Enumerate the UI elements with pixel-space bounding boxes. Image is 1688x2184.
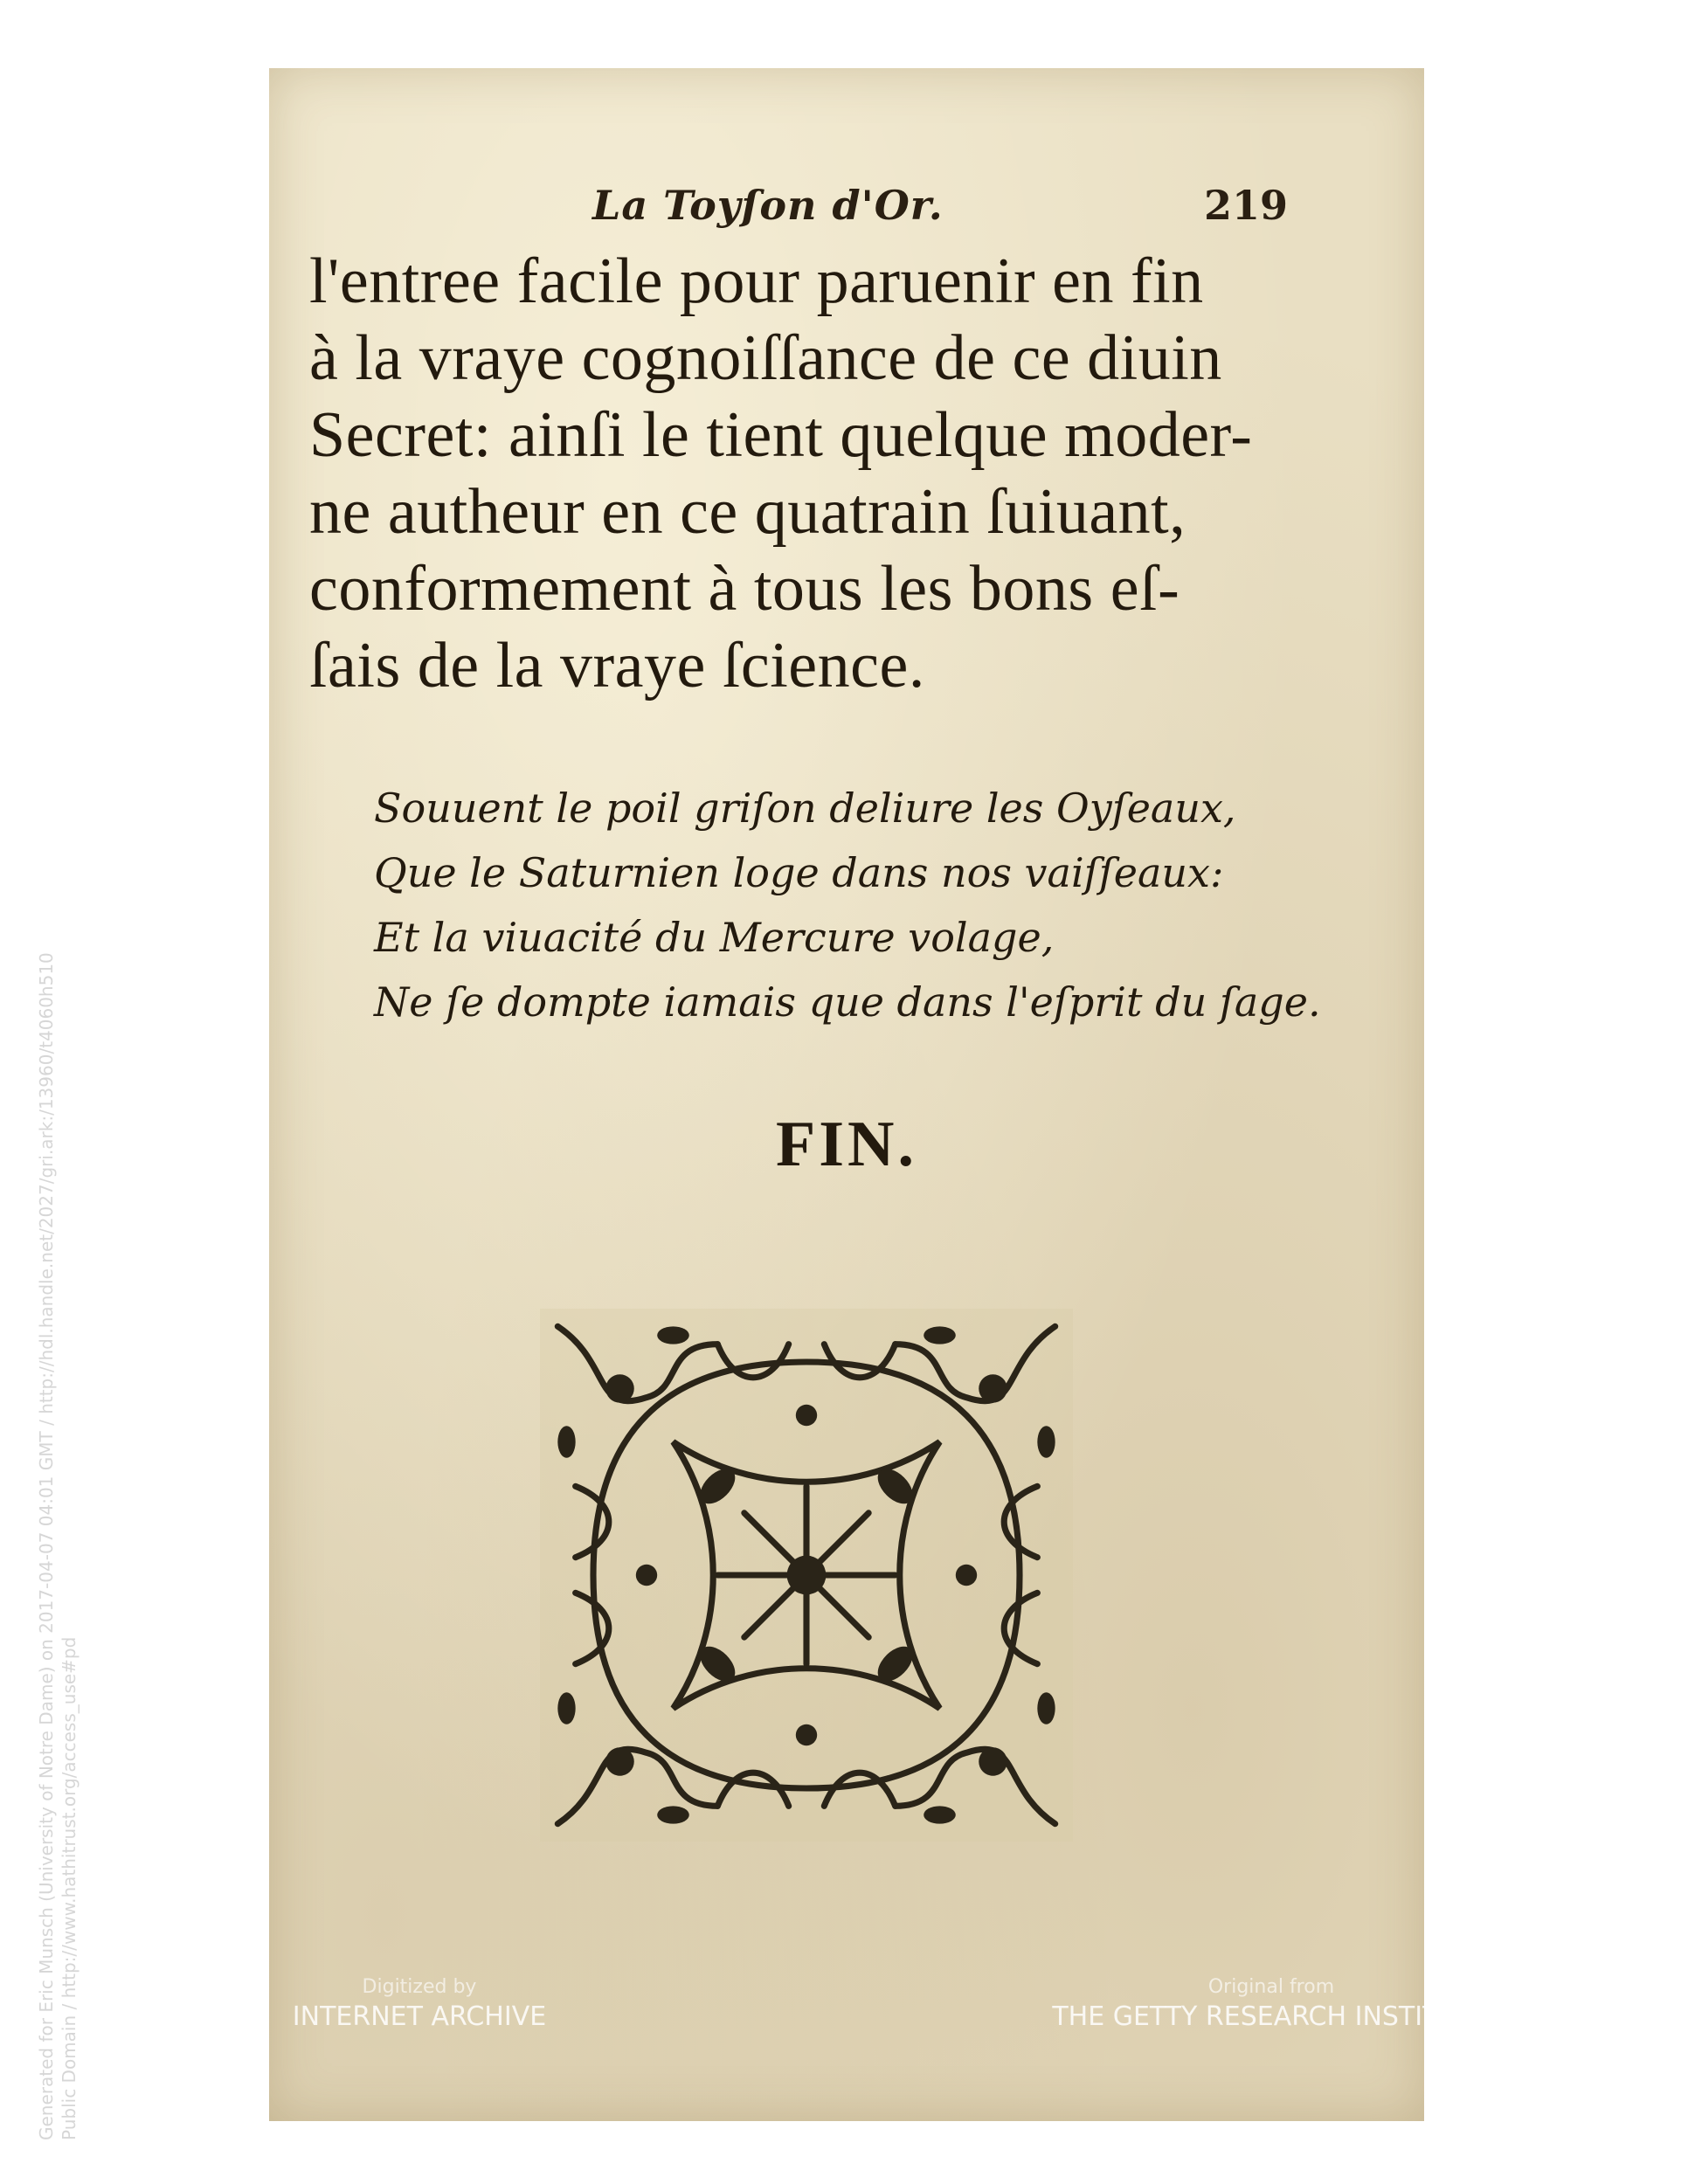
fin-heading: FIN. (776, 1109, 917, 1180)
verse-line: Que le Saturnien loge dans nos vaiſſeaux: (374, 849, 1224, 896)
scanned-page (269, 68, 1424, 2121)
body-paragraph (309, 243, 1305, 704)
provenance-line-1: Generated for Eric Munsch (University of Notre Dame) on 2017-04-07 04:01 GMT / http://hdl.handle.net/2027/gri.ark:/13960/t4060h510 (36, 952, 57, 2140)
internet-archive-label: INTERNET ARCHIVE (292, 2001, 547, 2032)
body-line: l'entree facile pour paruenir en fin (309, 245, 1204, 317)
verse-line: Ne ſe dompte iamais que dans l'eſprit du ſage. (374, 978, 1321, 1026)
verse-line: Souuent le poil griſon deliure les Oyſeaux, (374, 784, 1236, 832)
body-line: ſais de la vraye ſcience. (309, 630, 925, 702)
getty-institute-label: THE GETTY RESEARCH INSTITUTE (1052, 2001, 1491, 2032)
body-line: conformement à tous les bons eſ- (309, 553, 1180, 625)
body-line: à la vraye cognoiſſance de ce diuin (309, 322, 1222, 394)
digitized-by-label: Digitized by (362, 1976, 477, 1998)
floral-woodcut-ornament-icon (540, 1309, 1073, 1842)
running-title: La Toyſon d'Or. (592, 182, 944, 229)
provenance-line-2: Public Domain / http://www.hathitrust.org/access_use#pd (59, 1636, 80, 2140)
body-line: Secret: ainſi le tient quelque moder- (309, 399, 1253, 471)
body-line: ne autheur en ce quatrain ſuiuant, (309, 476, 1186, 548)
verse-line: Et la viuacité du Mercure volage, (374, 914, 1055, 961)
digitized-by-credit (288, 1976, 550, 2032)
original-from-label: Original from (1207, 1976, 1335, 1998)
page-number: 219 (1204, 182, 1289, 229)
running-head (269, 182, 1424, 243)
hathitrust-provenance-note (35, 830, 80, 2140)
quatrain (374, 776, 1335, 1034)
original-from-credit (1044, 1976, 1498, 2032)
